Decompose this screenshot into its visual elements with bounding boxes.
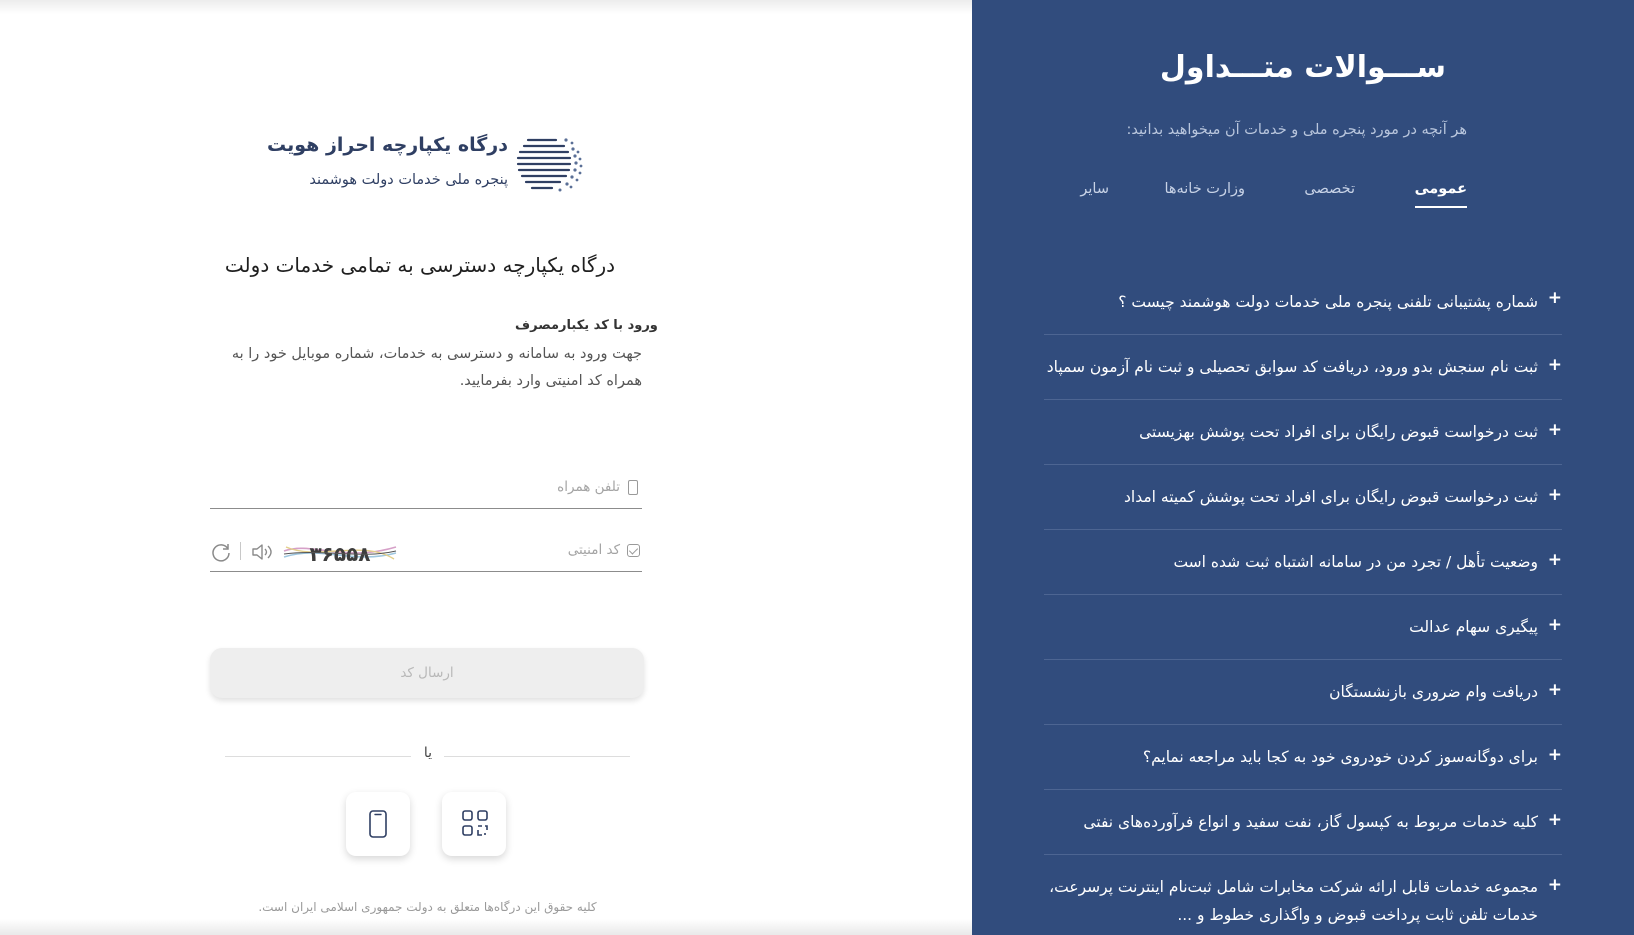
faq-item[interactable] <box>1044 855 1562 935</box>
smartphone-icon <box>365 809 391 839</box>
plus-icon: + <box>1547 355 1562 375</box>
plus-icon: + <box>1547 550 1562 570</box>
faq-title: ســـوالات متـــداول <box>1159 50 1447 85</box>
logo-subtitle: پنجره ملی خدمات دولت هوشمند <box>309 172 508 188</box>
faq-question: ثبت نام سنجش بدو ورود، دریافت کد سوابق تحصیلی و ثبت نام آزمون سمپاد <box>1046 358 1538 376</box>
plus-icon: + <box>1547 745 1562 765</box>
faq-subtitle: هر آنچه در مورد پنجره ملی و خدمات آن میخواهید بدانید: <box>1126 122 1467 138</box>
divider-line <box>444 756 630 757</box>
or-text: یا <box>423 745 433 761</box>
page-title: درگاه یکپارچه دسترسی به تمامی خدمات دولت <box>224 253 616 277</box>
plus-icon: + <box>1547 615 1562 635</box>
faq-item[interactable] <box>1044 465 1562 530</box>
otp-login-label: ورود با کد یکبارمصرف <box>515 318 658 333</box>
faq-item[interactable] <box>1044 335 1562 400</box>
phone-placeholder: تلفن همراه <box>557 479 620 495</box>
faq-item[interactable] <box>1044 400 1562 465</box>
portal-logo <box>268 128 586 198</box>
tab-general[interactable]: عمومی <box>1415 181 1467 208</box>
faq-tabs <box>1047 181 1467 211</box>
faq-question: شماره پشتیبانی تلفنی پنجره ملی خدمات دولت هوشمند چیست ؟ <box>1118 293 1538 311</box>
or-divider <box>225 744 630 768</box>
plus-icon: + <box>1547 875 1562 895</box>
globe-logo-icon <box>516 132 586 194</box>
captcha-image <box>282 537 398 567</box>
logo-title: درگاه یکپارچه احراز هویت <box>267 134 508 156</box>
plus-icon: + <box>1547 288 1562 308</box>
phone-field[interactable] <box>210 469 642 509</box>
captcha-text: ۳۶۵۵۸ <box>309 542 371 566</box>
tab-ministries[interactable]: وزارت خانه‌ها <box>1164 181 1245 197</box>
checkbox-icon <box>627 544 640 557</box>
otp-description: جهت ورود به سامانه و دسترسی به خدمات، شماره موبایل خود را به همراه کد امنیتی وارد بفرمایید. <box>231 346 642 389</box>
send-code-button[interactable]: ارسال کد <box>210 648 644 698</box>
divider <box>240 542 241 560</box>
faq-item[interactable] <box>1044 660 1562 725</box>
plus-icon: + <box>1547 485 1562 505</box>
plus-icon: + <box>1547 420 1562 440</box>
speaker-icon[interactable] <box>251 542 275 562</box>
plus-icon: + <box>1547 810 1562 830</box>
qr-code-icon <box>461 809 489 839</box>
faq-question: ثبت درخواست قبوض رایگان برای افراد تحت پوشش بهزیستی <box>1139 423 1538 441</box>
faq-question: برای دوگانه‌سوز کردن خودروی خود به کجا باید مراجعه نمایم؟ <box>1142 748 1538 766</box>
qr-login-button[interactable] <box>442 792 506 856</box>
faq-item[interactable] <box>1044 268 1562 335</box>
tab-other[interactable]: سایر <box>1080 181 1109 197</box>
captcha-field[interactable] <box>210 532 642 572</box>
tab-specialized[interactable]: تخصصی <box>1304 181 1355 197</box>
faq-question: کلیه خدمات مربوط به کپسول گاز، نفت سفید و انواع فرآورده‌های نفتی <box>1083 813 1538 831</box>
captcha-placeholder: کد امنیتی <box>567 542 620 558</box>
faq-item[interactable] <box>1044 725 1562 790</box>
faq-panel <box>972 0 1634 935</box>
faq-item[interactable] <box>1044 790 1562 855</box>
faq-question: وضعیت تأهل / تجرد من در سامانه اشتباه ثبت شده است <box>1173 553 1538 571</box>
copyright-text: کلیه حقوق این درگاه‌ها متعلق به دولت جمهوری اسلامی ایران است. <box>258 900 597 914</box>
faq-question: پیگیری سهام عدالت <box>1409 618 1538 636</box>
plus-icon: + <box>1547 680 1562 700</box>
mobile-phone-icon <box>628 480 638 495</box>
divider-line <box>225 756 411 757</box>
faq-list <box>1044 268 1562 935</box>
faq-item[interactable] <box>1044 530 1562 595</box>
faq-question: ثبت درخواست قبوض رایگان برای افراد تحت پوشش کمیته امداد <box>1124 488 1538 506</box>
mobile-login-button[interactable] <box>346 792 410 856</box>
faq-item[interactable] <box>1044 595 1562 660</box>
faq-question: مجموعه خدمات قابل ارائه شرکت مخابرات شامل ثبت‌نام اینترنت پرسرعت، خدمات تلفن ثابت پرداخت قبوض و واگذاری خطوط و ... <box>1049 878 1538 924</box>
faq-question: دریافت وام ضروری بازنشستگان <box>1329 683 1538 701</box>
refresh-icon[interactable] <box>210 541 232 563</box>
